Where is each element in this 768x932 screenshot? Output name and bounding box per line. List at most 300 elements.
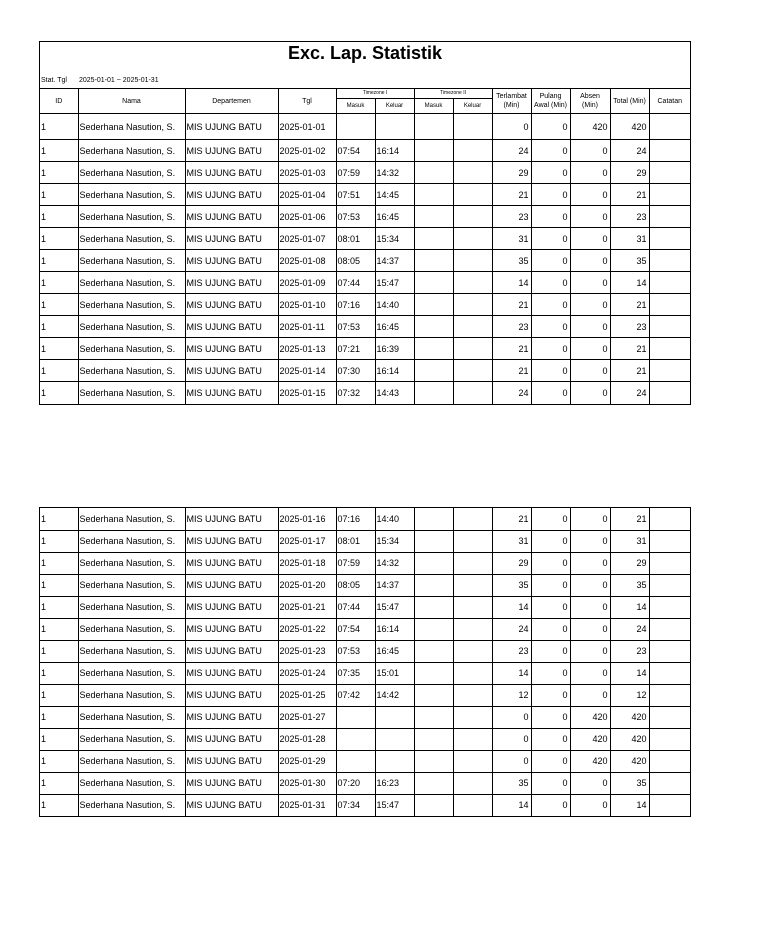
cell-departemen: MIS UJUNG BATU: [185, 640, 278, 662]
cell-absen: 0: [570, 250, 610, 272]
cell-tz1-masuk: 07:16: [336, 508, 375, 530]
cell-tz2-keluar: [453, 794, 492, 816]
cell-terlambat: 31: [492, 530, 531, 552]
cell-tz1-keluar: 14:40: [375, 294, 414, 316]
cell-terlambat: 35: [492, 250, 531, 272]
col-pulang-label: Pulang: [539, 93, 562, 100]
cell-tz1-masuk: 07:54: [336, 618, 375, 640]
cell-nama: Sederhana Nasution, S.: [78, 294, 185, 316]
cell-departemen: MIS UJUNG BATU: [185, 794, 278, 816]
cell-catatan: [649, 294, 690, 316]
cell-tz2-masuk: [414, 162, 453, 184]
cell-tz1-masuk: 08:01: [336, 228, 375, 250]
cell-tz1-masuk: 07:53: [336, 640, 375, 662]
cell-id: 1: [40, 162, 78, 184]
cell-nama: Sederhana Nasution, S.: [78, 574, 185, 596]
cell-terlambat: 0: [492, 728, 531, 750]
col-absen-label: Absen: [580, 93, 600, 100]
cell-absen: 420: [570, 706, 610, 728]
cell-id: 1: [40, 530, 78, 552]
cell-terlambat: 24: [492, 140, 531, 162]
report-page-2: [39, 507, 691, 817]
cell-terlambat: 0: [492, 750, 531, 772]
cell-tgl: 2025-01-10: [278, 294, 336, 316]
table-row: [40, 228, 690, 250]
cell-departemen: MIS UJUNG BATU: [185, 728, 278, 750]
cell-tgl: 2025-01-21: [278, 596, 336, 618]
table-row: [40, 574, 690, 596]
cell-id: 1: [40, 250, 78, 272]
cell-total: 21: [610, 338, 649, 360]
cell-departemen: MIS UJUNG BATU: [185, 316, 278, 338]
cell-total: 31: [610, 228, 649, 250]
cell-tz2-keluar: [453, 382, 492, 404]
cell-tz2-keluar: [453, 360, 492, 382]
cell-pulang-awal: 0: [531, 750, 570, 772]
table-row: [40, 618, 690, 640]
cell-terlambat: 29: [492, 162, 531, 184]
cell-absen: 420: [570, 728, 610, 750]
table-row: [40, 750, 690, 772]
cell-tz2-masuk: [414, 250, 453, 272]
cell-pulang-awal: 0: [531, 574, 570, 596]
cell-total: 35: [610, 574, 649, 596]
cell-nama: Sederhana Nasution, S.: [78, 552, 185, 574]
col-tz2-masuk: Masuk: [414, 99, 453, 114]
cell-terlambat: 23: [492, 206, 531, 228]
table-body-2: [40, 508, 690, 816]
cell-tz2-keluar: [453, 750, 492, 772]
cell-catatan: [649, 728, 690, 750]
cell-total: 14: [610, 596, 649, 618]
cell-tz2-keluar: [453, 596, 492, 618]
cell-id: 1: [40, 574, 78, 596]
report-page-1: [39, 41, 691, 405]
cell-terlambat: 23: [492, 316, 531, 338]
cell-tz2-keluar: [453, 206, 492, 228]
cell-terlambat: 14: [492, 794, 531, 816]
cell-tz2-masuk: [414, 750, 453, 772]
cell-pulang-awal: 0: [531, 162, 570, 184]
cell-nama: Sederhana Nasution, S.: [78, 728, 185, 750]
cell-tz2-masuk: [414, 728, 453, 750]
cell-nama: Sederhana Nasution, S.: [78, 360, 185, 382]
col-absen-unit: (Min): [582, 102, 598, 109]
cell-absen: 0: [570, 272, 610, 294]
cell-tgl: 2025-01-28: [278, 728, 336, 750]
table-row: [40, 728, 690, 750]
cell-total: 35: [610, 772, 649, 794]
cell-nama: Sederhana Nasution, S.: [78, 618, 185, 640]
cell-total: 24: [610, 618, 649, 640]
cell-id: 1: [40, 640, 78, 662]
cell-tz1-masuk: 07:54: [336, 140, 375, 162]
cell-tz2-masuk: [414, 140, 453, 162]
cell-tz2-keluar: [453, 706, 492, 728]
cell-pulang-awal: 0: [531, 228, 570, 250]
cell-total: 21: [610, 360, 649, 382]
cell-absen: 0: [570, 294, 610, 316]
table-body-1: [40, 114, 690, 404]
cell-tz2-keluar: [453, 772, 492, 794]
cell-tz2-masuk: [414, 684, 453, 706]
table-row: [40, 184, 690, 206]
table-row: [40, 140, 690, 162]
cell-total: 29: [610, 162, 649, 184]
cell-tz2-keluar: [453, 574, 492, 596]
cell-tgl: 2025-01-08: [278, 250, 336, 272]
cell-total: 23: [610, 206, 649, 228]
col-terlambat-unit: (Min): [503, 102, 520, 109]
cell-absen: 0: [570, 228, 610, 250]
cell-departemen: MIS UJUNG BATU: [185, 772, 278, 794]
cell-catatan: [649, 272, 690, 294]
cell-departemen: MIS UJUNG BATU: [185, 530, 278, 552]
cell-catatan: [649, 662, 690, 684]
cell-nama: Sederhana Nasution, S.: [78, 114, 185, 140]
col-nama: Nama: [78, 89, 185, 114]
cell-nama: Sederhana Nasution, S.: [78, 338, 185, 360]
cell-terlambat: 21: [492, 294, 531, 316]
cell-catatan: [649, 316, 690, 338]
cell-pulang-awal: 0: [531, 794, 570, 816]
cell-departemen: MIS UJUNG BATU: [185, 596, 278, 618]
cell-nama: Sederhana Nasution, S.: [78, 316, 185, 338]
cell-nama: Sederhana Nasution, S.: [78, 794, 185, 816]
cell-id: 1: [40, 316, 78, 338]
cell-tz1-keluar: 14:37: [375, 574, 414, 596]
cell-departemen: MIS UJUNG BATU: [185, 662, 278, 684]
cell-tz2-masuk: [414, 662, 453, 684]
cell-nama: Sederhana Nasution, S.: [78, 640, 185, 662]
cell-tgl: 2025-01-25: [278, 684, 336, 706]
cell-tz2-keluar: [453, 662, 492, 684]
col-tgl: Tgl: [278, 89, 336, 114]
cell-terlambat: 21: [492, 184, 531, 206]
cell-terlambat: 0: [492, 706, 531, 728]
cell-absen: 0: [570, 596, 610, 618]
cell-terlambat: 35: [492, 772, 531, 794]
cell-total: 23: [610, 316, 649, 338]
cell-nama: Sederhana Nasution, S.: [78, 772, 185, 794]
cell-total: 420: [610, 706, 649, 728]
cell-catatan: [649, 508, 690, 530]
col-pulang-unit: Awal (Min): [534, 102, 567, 109]
report-header: [40, 42, 690, 89]
cell-id: 1: [40, 206, 78, 228]
cell-tz2-keluar: [453, 294, 492, 316]
stat-date-range: [41, 77, 159, 84]
cell-tgl: 2025-01-11: [278, 316, 336, 338]
cell-absen: 0: [570, 508, 610, 530]
cell-tgl: 2025-01-22: [278, 618, 336, 640]
cell-tz1-keluar: 14:32: [375, 162, 414, 184]
table-row: [40, 382, 690, 404]
cell-tz2-keluar: [453, 338, 492, 360]
table-row: [40, 508, 690, 530]
cell-tgl: 2025-01-16: [278, 508, 336, 530]
cell-absen: 0: [570, 206, 610, 228]
cell-terlambat: 21: [492, 360, 531, 382]
cell-tz1-keluar: [375, 728, 414, 750]
cell-tz2-masuk: [414, 360, 453, 382]
cell-tz1-keluar: 16:39: [375, 338, 414, 360]
col-tz2-keluar: Keluar: [453, 99, 492, 114]
col-pulang-awal: [531, 89, 570, 114]
cell-nama: Sederhana Nasution, S.: [78, 228, 185, 250]
cell-absen: 420: [570, 114, 610, 140]
cell-pulang-awal: 0: [531, 508, 570, 530]
cell-absen: 0: [570, 772, 610, 794]
cell-tz1-masuk: 07:59: [336, 552, 375, 574]
table-row: [40, 640, 690, 662]
cell-tz1-keluar: 15:34: [375, 228, 414, 250]
cell-pulang-awal: 0: [531, 552, 570, 574]
cell-tz1-keluar: 16:45: [375, 640, 414, 662]
cell-id: 1: [40, 184, 78, 206]
cell-pulang-awal: 0: [531, 640, 570, 662]
cell-tz2-keluar: [453, 184, 492, 206]
cell-tz2-masuk: [414, 574, 453, 596]
cell-catatan: [649, 140, 690, 162]
cell-total: 420: [610, 728, 649, 750]
cell-tz2-keluar: [453, 728, 492, 750]
table-row: [40, 272, 690, 294]
cell-id: 1: [40, 114, 78, 140]
table-row: [40, 338, 690, 360]
cell-id: 1: [40, 360, 78, 382]
cell-tz1-masuk: 07:44: [336, 272, 375, 294]
cell-nama: Sederhana Nasution, S.: [78, 706, 185, 728]
cell-terlambat: 23: [492, 640, 531, 662]
cell-tgl: 2025-01-20: [278, 574, 336, 596]
cell-tz2-masuk: [414, 206, 453, 228]
col-tz1-keluar: Keluar: [375, 99, 414, 114]
cell-absen: 0: [570, 530, 610, 552]
col-absen: [570, 89, 610, 114]
col-timezone-2: Timezone II: [414, 89, 492, 99]
cell-tz2-keluar: [453, 162, 492, 184]
cell-pulang-awal: 0: [531, 618, 570, 640]
table-row: [40, 662, 690, 684]
cell-absen: 0: [570, 552, 610, 574]
cell-tz2-keluar: [453, 316, 492, 338]
cell-tz1-masuk: 07:35: [336, 662, 375, 684]
col-id: ID: [55, 97, 63, 105]
cell-pulang-awal: 0: [531, 184, 570, 206]
cell-departemen: MIS UJUNG BATU: [185, 272, 278, 294]
cell-departemen: MIS UJUNG BATU: [185, 574, 278, 596]
cell-absen: 0: [570, 184, 610, 206]
cell-absen: 0: [570, 316, 610, 338]
cell-pulang-awal: 0: [531, 596, 570, 618]
cell-tz2-masuk: [414, 294, 453, 316]
cell-catatan: [649, 184, 690, 206]
cell-terlambat: 35: [492, 574, 531, 596]
cell-total: 12: [610, 684, 649, 706]
cell-tz1-masuk: [336, 728, 375, 750]
cell-catatan: [649, 360, 690, 382]
cell-pulang-awal: 0: [531, 684, 570, 706]
cell-tgl: 2025-01-03: [278, 162, 336, 184]
cell-absen: 0: [570, 360, 610, 382]
cell-tz1-masuk: 07:53: [336, 206, 375, 228]
table-row: [40, 706, 690, 728]
cell-id: 1: [40, 228, 78, 250]
cell-id: 1: [40, 750, 78, 772]
table-row: [40, 772, 690, 794]
cell-tz1-keluar: [375, 706, 414, 728]
cell-tz2-keluar: [453, 552, 492, 574]
cell-id: 1: [40, 140, 78, 162]
table-row: [40, 596, 690, 618]
cell-tz1-keluar: 16:14: [375, 618, 414, 640]
cell-nama: Sederhana Nasution, S.: [78, 750, 185, 772]
cell-tz2-masuk: [414, 228, 453, 250]
cell-pulang-awal: 0: [531, 338, 570, 360]
cell-catatan: [649, 596, 690, 618]
cell-pulang-awal: 0: [531, 728, 570, 750]
table-row: [40, 294, 690, 316]
cell-catatan: [649, 684, 690, 706]
cell-nama: Sederhana Nasution, S.: [78, 530, 185, 552]
cell-pulang-awal: 0: [531, 250, 570, 272]
cell-departemen: MIS UJUNG BATU: [185, 552, 278, 574]
cell-total: 24: [610, 140, 649, 162]
cell-tz1-keluar: 14:32: [375, 552, 414, 574]
cell-tz1-keluar: 14:37: [375, 250, 414, 272]
cell-absen: 420: [570, 750, 610, 772]
cell-pulang-awal: 0: [531, 114, 570, 140]
cell-tz1-masuk: 07:42: [336, 684, 375, 706]
cell-departemen: MIS UJUNG BATU: [185, 750, 278, 772]
cell-tz1-keluar: 15:34: [375, 530, 414, 552]
cell-tz2-masuk: [414, 530, 453, 552]
cell-nama: Sederhana Nasution, S.: [78, 272, 185, 294]
table-row: [40, 530, 690, 552]
table-header: [40, 89, 690, 114]
cell-tgl: 2025-01-06: [278, 206, 336, 228]
cell-absen: 0: [570, 618, 610, 640]
table-row: [40, 684, 690, 706]
cell-tz2-masuk: [414, 338, 453, 360]
cell-catatan: [649, 206, 690, 228]
table-row: [40, 206, 690, 228]
cell-tgl: 2025-01-15: [278, 382, 336, 404]
cell-tz1-masuk: 08:05: [336, 250, 375, 272]
cell-total: 35: [610, 250, 649, 272]
cell-tz2-keluar: [453, 640, 492, 662]
cell-catatan: [649, 772, 690, 794]
cell-departemen: MIS UJUNG BATU: [185, 162, 278, 184]
cell-id: 1: [40, 662, 78, 684]
table-row: [40, 794, 690, 816]
cell-tgl: 2025-01-18: [278, 552, 336, 574]
cell-catatan: [649, 706, 690, 728]
cell-terlambat: 29: [492, 552, 531, 574]
cell-terlambat: 24: [492, 618, 531, 640]
cell-tz1-keluar: 16:23: [375, 772, 414, 794]
cell-catatan: [649, 552, 690, 574]
cell-nama: Sederhana Nasution, S.: [78, 596, 185, 618]
cell-catatan: [649, 794, 690, 816]
cell-catatan: [649, 640, 690, 662]
cell-pulang-awal: 0: [531, 772, 570, 794]
cell-catatan: [649, 382, 690, 404]
cell-departemen: MIS UJUNG BATU: [185, 618, 278, 640]
cell-departemen: MIS UJUNG BATU: [185, 294, 278, 316]
cell-tgl: 2025-01-29: [278, 750, 336, 772]
cell-tz2-masuk: [414, 114, 453, 140]
cell-terlambat: 14: [492, 662, 531, 684]
cell-tz2-masuk: [414, 552, 453, 574]
cell-tz1-masuk: 07:59: [336, 162, 375, 184]
cell-catatan: [649, 530, 690, 552]
cell-total: 14: [610, 794, 649, 816]
cell-tgl: 2025-01-04: [278, 184, 336, 206]
cell-tz2-keluar: [453, 530, 492, 552]
cell-id: 1: [40, 684, 78, 706]
cell-tz1-keluar: 16:14: [375, 140, 414, 162]
cell-total: 14: [610, 272, 649, 294]
cell-pulang-awal: 0: [531, 706, 570, 728]
cell-absen: 0: [570, 794, 610, 816]
cell-tgl: 2025-01-30: [278, 772, 336, 794]
cell-id: 1: [40, 618, 78, 640]
cell-catatan: [649, 228, 690, 250]
report-title: Exc. Lap. Statistik: [287, 43, 443, 63]
cell-tz2-masuk: [414, 508, 453, 530]
cell-terlambat: 24: [492, 382, 531, 404]
cell-tz2-masuk: [414, 272, 453, 294]
cell-absen: 0: [570, 162, 610, 184]
cell-catatan: [649, 574, 690, 596]
cell-tz2-keluar: [453, 228, 492, 250]
cell-absen: 0: [570, 684, 610, 706]
cell-tz1-keluar: 15:47: [375, 794, 414, 816]
cell-id: 1: [40, 552, 78, 574]
cell-tz2-keluar: [453, 272, 492, 294]
cell-absen: 0: [570, 140, 610, 162]
cell-tz1-keluar: 15:47: [375, 596, 414, 618]
cell-terlambat: 0: [492, 114, 531, 140]
stat-date-label: Stat. Tgl: [41, 77, 67, 84]
cell-nama: Sederhana Nasution, S.: [78, 140, 185, 162]
cell-tz2-masuk: [414, 640, 453, 662]
cell-tgl: 2025-01-14: [278, 360, 336, 382]
cell-pulang-awal: 0: [531, 360, 570, 382]
cell-total: 21: [610, 508, 649, 530]
cell-pulang-awal: 0: [531, 294, 570, 316]
cell-departemen: MIS UJUNG BATU: [185, 114, 278, 140]
cell-departemen: MIS UJUNG BATU: [185, 360, 278, 382]
table-row: [40, 360, 690, 382]
attendance-table-1: [40, 89, 690, 404]
cell-nama: Sederhana Nasution, S.: [78, 382, 185, 404]
cell-nama: Sederhana Nasution, S.: [78, 162, 185, 184]
cell-tz1-masuk: 07:16: [336, 294, 375, 316]
cell-id: 1: [41, 513, 47, 524]
cell-tz1-keluar: 14:43: [375, 382, 414, 404]
cell-tz1-keluar: 16:14: [375, 360, 414, 382]
cell-departemen: MIS UJUNG BATU: [185, 684, 278, 706]
cell-tgl: 2025-01-17: [278, 530, 336, 552]
cell-tz2-masuk: [414, 382, 453, 404]
col-total: Total (Min): [610, 89, 649, 114]
cell-tgl: 2025-01-23: [278, 640, 336, 662]
cell-total: 29: [610, 552, 649, 574]
cell-absen: 0: [570, 640, 610, 662]
